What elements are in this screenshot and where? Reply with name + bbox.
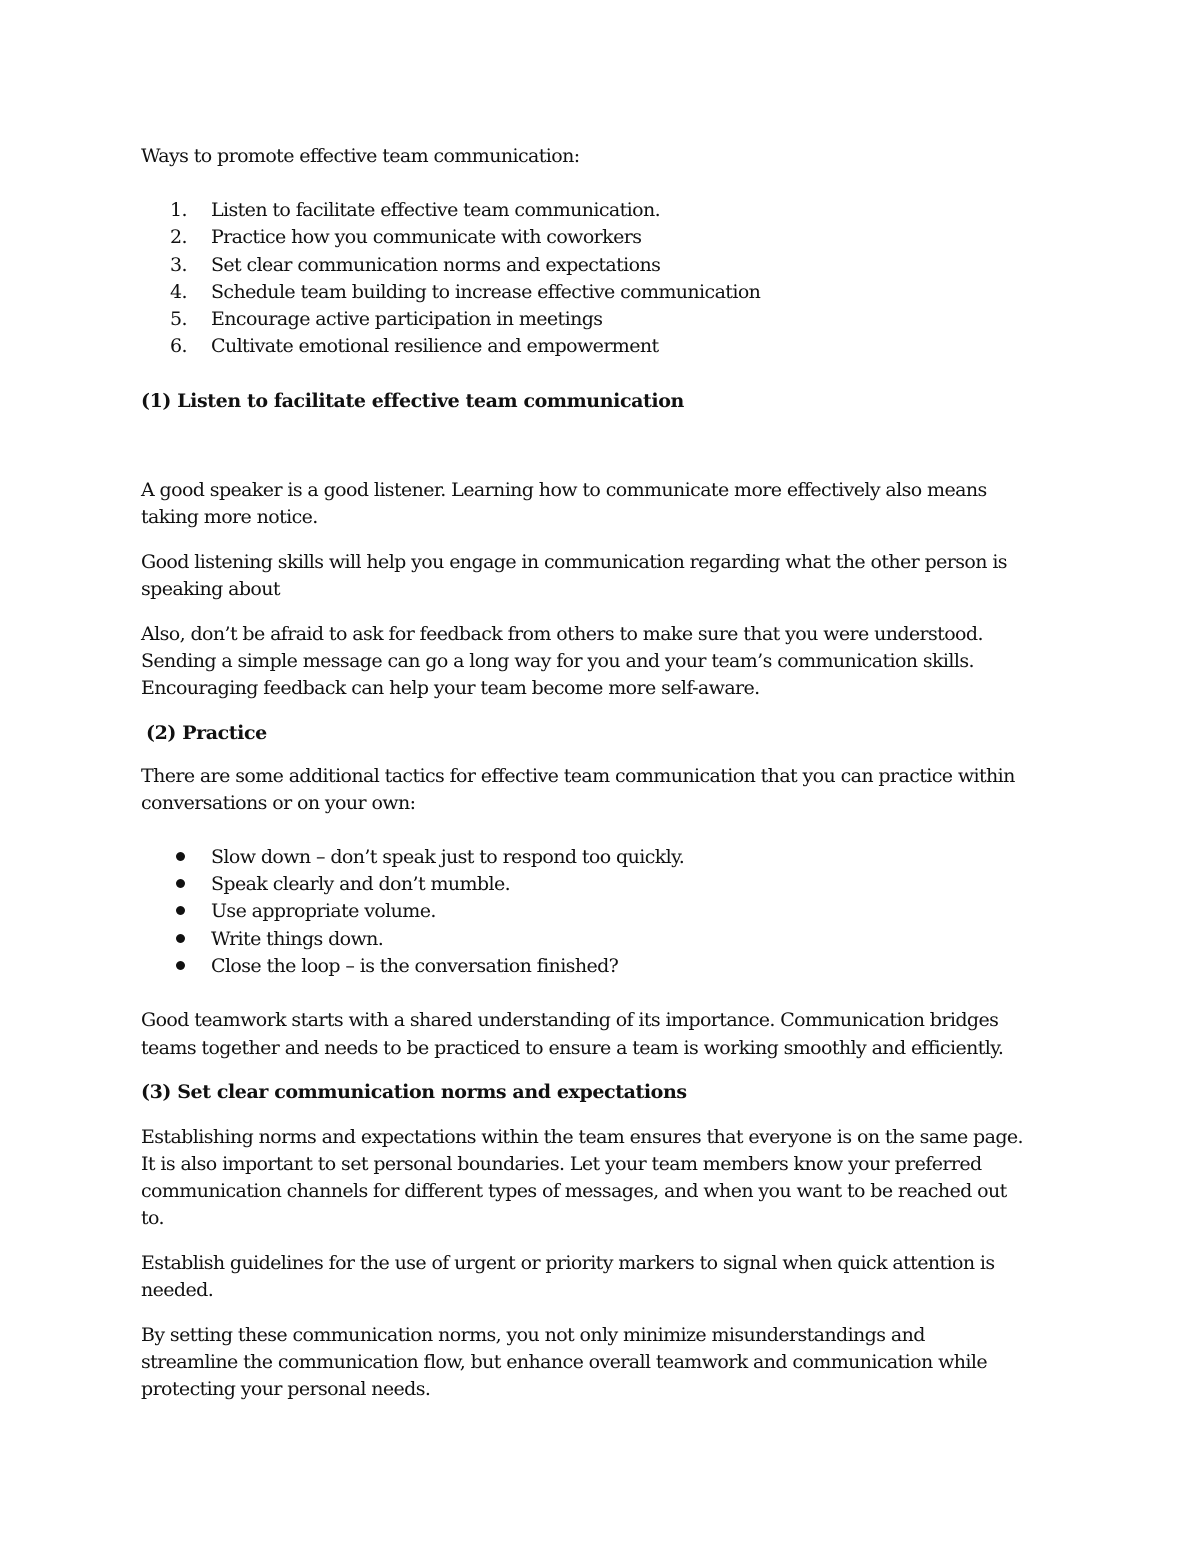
paragraph-line: to. <box>141 1207 164 1229</box>
list-number: 6. <box>170 335 187 357</box>
paragraph-line: speaking about <box>141 578 280 600</box>
paragraph-line: protecting your personal needs. <box>141 1378 431 1400</box>
list-item: Practice how you communicate with coworkers <box>211 226 642 248</box>
paragraph-line: By setting these communication norms, you not only minimize misunderstandings and <box>141 1324 925 1346</box>
paragraph-line: Good teamwork starts with a shared understanding of its importance. Communication bridges <box>141 1009 999 1031</box>
bullet-icon <box>176 879 185 888</box>
list-number: 4. <box>170 281 187 303</box>
paragraph-line: There are some additional tactics for effective team communication that you can practice within <box>141 765 1015 787</box>
paragraph-line: taking more notice. <box>141 506 318 528</box>
list-item: Encourage active participation in meetings <box>211 308 603 330</box>
list-item: Close the loop – is the conversation finished? <box>211 955 619 977</box>
paragraph-line: Good listening skills will help you engage in communication regarding what the other person is <box>141 551 1007 573</box>
paragraph-line: A good speaker is a good listener. Learning how to communicate more effectively also means <box>141 479 987 501</box>
bullet-icon <box>176 906 185 915</box>
section-1-heading: (1) Listen to facilitate effective team communication <box>141 390 684 412</box>
list-number: 3. <box>170 254 187 276</box>
paragraph-line: teams together and needs to be practiced to ensure a team is working smoothly and efficiently. <box>141 1037 1004 1059</box>
list-item: Set clear communication norms and expectations <box>211 254 661 276</box>
list-item: Use appropriate volume. <box>211 900 436 922</box>
paragraph-line: needed. <box>141 1279 214 1301</box>
list-item: Cultivate emotional resilience and empowerment <box>211 335 659 357</box>
paragraph-line: communication channels for different types of messages, and when you want to be reached out <box>141 1180 1007 1202</box>
list-number: 1. <box>170 199 187 221</box>
intro-text: Ways to promote effective team communication: <box>141 145 580 167</box>
list-item: Slow down – don’t speak just to respond too quickly. <box>211 846 685 868</box>
list-item: Listen to facilitate effective team communication. <box>211 199 661 221</box>
section-2-heading: (2) Practice <box>146 722 267 744</box>
bullet-icon <box>176 852 185 861</box>
list-number: 5. <box>170 308 187 330</box>
section-3-heading: (3) Set clear communication norms and expectations <box>141 1081 687 1103</box>
paragraph-line: streamline the communication flow, but enhance overall teamwork and communication while <box>141 1351 987 1373</box>
list-item: Speak clearly and don’t mumble. <box>211 873 511 895</box>
paragraph-line: conversations or on your own: <box>141 792 416 814</box>
list-item: Write things down. <box>211 928 384 950</box>
bullet-icon <box>176 961 185 970</box>
list-item: Schedule team building to increase effective communication <box>211 281 761 303</box>
bullet-icon <box>176 934 185 943</box>
paragraph-line: Establishing norms and expectations within the team ensures that everyone is on the same page. <box>141 1126 1023 1148</box>
list-number: 2. <box>170 226 187 248</box>
paragraph-line: It is also important to set personal boundaries. Let your team members know your preferred <box>141 1153 982 1175</box>
paragraph-line: Encouraging feedback can help your team become more self-aware. <box>141 677 760 699</box>
paragraph-line: Sending a simple message can go a long way for you and your team’s communication skills. <box>141 650 974 672</box>
paragraph-line: Establish guidelines for the use of urgent or priority markers to signal when quick attention is <box>141 1252 995 1274</box>
paragraph-line: Also, don’t be afraid to ask for feedback from others to make sure that you were understood. <box>141 623 983 645</box>
